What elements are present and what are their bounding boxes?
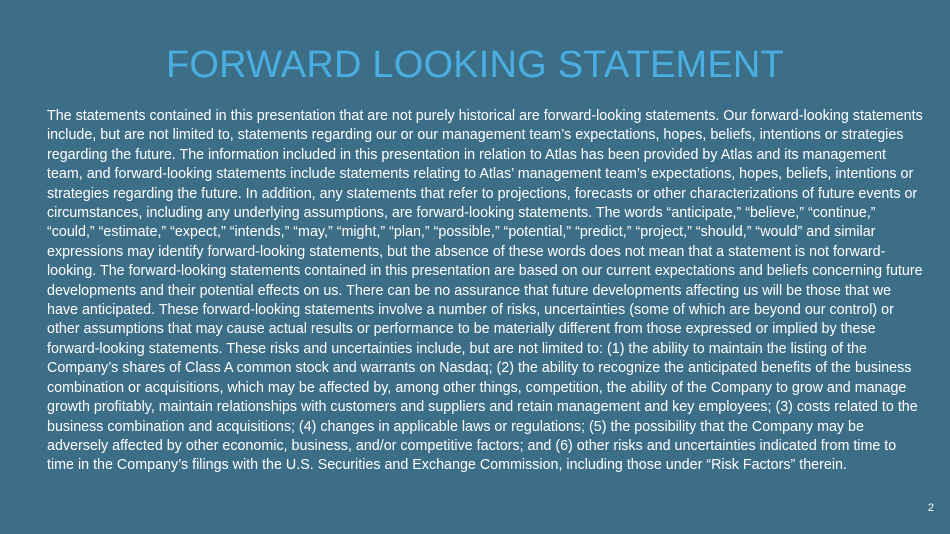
forward-looking-statement-body: The statements contained in this presentation that are not purely historical are forward-looking statements. Our forward-looking statements include, but are not limited to, statements regarding our or our management team’s expectations, hopes, beliefs, intentions or strategies regarding the future. The information included in this presentation in relation to Atlas has been provided by Atlas and its management team, and forward-looking statements include statements relating to Atlas’ management team’s expectations, hopes, beliefs, intentions or strategies regarding the future. In addition, any statements that refer to projections, forecasts or other characterizations of future events or circumstances, including any underlying assumptions, are forward-looking statements. The words “anticipate,” “believe,” “continue,” “could,” “estimate,” “expect,” “intends,” “may,” “might,” “plan,” “possible,” “potential,” “predict,” “project,” “should,” “would” and similar expressions may identify forward-looking statements, but the absence of these words does not mean that a statement is not forward-looking. The forward-looking statements contained in this presentation are based on our current expectations and beliefs concerning future developments and their potential effects on us. There can be no assurance that future developments affecting us will be those that we have anticipated. These forward-looking statements involve a number of risks, uncertainties (some of which are beyond our control) or other assumptions that may cause actual results or performance to be materially different from those expressed or implied by these forward-looking statements. These risks and uncertainties include, but are not limited to: (1) the ability to maintain the listing of the Company’s shares of Class A common stock and warrants on Nasdaq; (2) the ability to recognize the anticipated benefits of the business combination or acquisitions, which may be affected by, among other things, competition, the ability of the Company to grow and manage growth profitably, maintain relationships with customers and suppliers and retain management and key employees; (3) costs related to the business combination and acquisitions; (4) changes in applicable laws or regulations; (5) the possibility that the Company may be adversely affected by other economic, business, and/or competitive factors; and (6) other risks and uncertainties indicated from time to time in the Company’s filings with the U.S. Securities and Exchange Commission, including those under “Risk Factors” therein. xyxy=(47,108,923,474)
slide-title: FORWARD LOOKING STATEMENT xyxy=(166,44,784,86)
page-number: 2 xyxy=(927,502,934,514)
